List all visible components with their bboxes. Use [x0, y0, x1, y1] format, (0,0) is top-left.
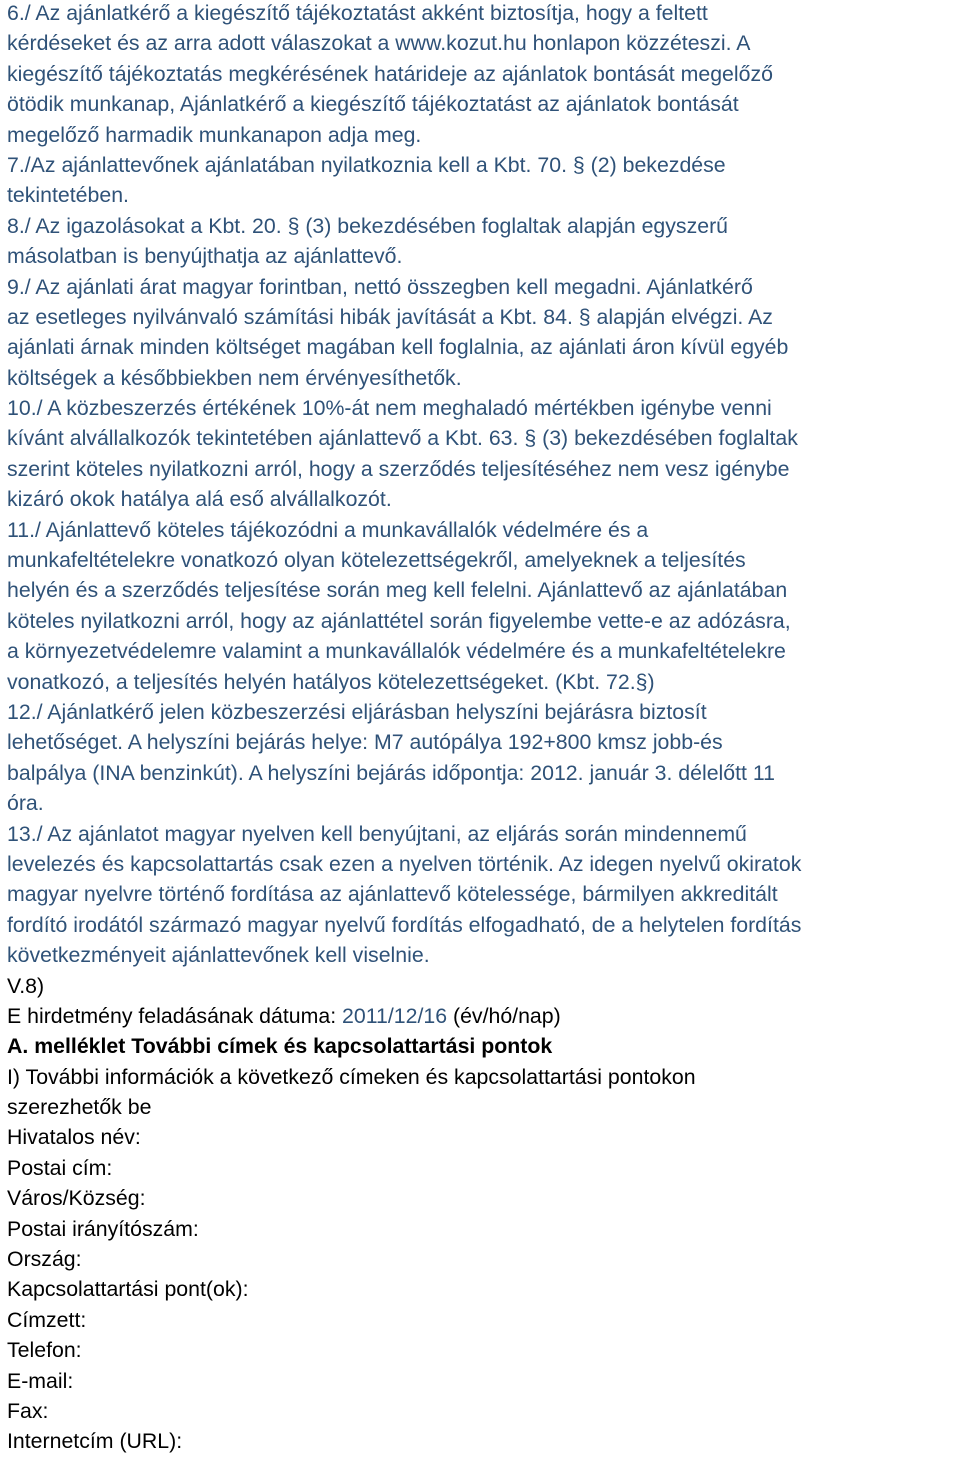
text-line: az esetleges nyilvánvaló számítási hibák javítását a Kbt. 84. § alapján elvégzi. Az: [7, 304, 773, 329]
text-line: a környezetvédelemre valamint a munkavállalók védelmére és a munkafeltételekre: [7, 639, 786, 664]
annex-title: A. melléklet További címek és kapcsolattartási pontok: [7, 1034, 553, 1059]
text-line: magyar nyelvre történő fordítása az ajánlattevő kötelessége, bármilyen akkreditált: [7, 882, 778, 907]
field-internet-address: Internetcím (URL):: [7, 1429, 183, 1454]
text-line: kérdéseket és az arra adott válaszokat a www.kozut.hu honlapon közzéteszi. A: [7, 31, 751, 56]
text-line: 7./Az ajánlattevőnek ajánlatában nyilatkoznia kell a Kbt. 70. § (2) bekezdése: [7, 152, 726, 177]
annex-block: [7, 971, 954, 1457]
text-line: 10./ A közbeszerzés értékének 10%-át nem meghaladó mértékben igénybe venni: [7, 396, 772, 421]
text-line: 9./ Az ajánlati árat magyar forintban, nettó összegben kell megadni. Ajánlatkérő: [7, 274, 753, 299]
text-line: balpálya (INA benzinkút). A helyszíni bejárás időpontja: 2012. január 3. délelőtt 11: [7, 760, 775, 785]
text-line: 11./ Ajánlattevő köteles tájékozódni a munkavállalók védelmére és a: [7, 517, 649, 542]
text-line: kizáró okok hatálya alá eső alvállalkozót.: [7, 487, 392, 512]
text-line: köteles nyilatkozni arról, hogy az ajánlattétel során figyelembe vette-e az adózásra,: [7, 608, 791, 633]
field-telephone: Telefon:: [7, 1338, 82, 1363]
text-line: szerint köteles nyilatkozni arról, hogy a szerződés teljesítéséhez nem vesz igénybe: [7, 456, 790, 481]
field-contact-points: Kapcsolattartási pont(ok):: [7, 1277, 249, 1302]
field-country: Ország:: [7, 1247, 82, 1272]
text-line: másolatban is benyújthatja az ajánlattevő.: [7, 244, 403, 269]
section-label: V.8): [7, 973, 45, 998]
text-line: 6./ Az ajánlatkérő a kiegészítő tájékoztatást akként biztosítja, hogy a feltett: [7, 1, 708, 25]
annex-intro-line: szerezhetők be: [7, 1095, 152, 1120]
text-line: helyén és a szerződés teljesítése során meg kell felelni. Ajánlattevő az ajánlatában: [7, 578, 788, 603]
text-line: vonatkozó, a teljesítés helyén hatályos kötelezettségeket. (Kbt. 72.§): [7, 669, 655, 694]
text-line: 12./ Ajánlatkérő jelen közbeszerzési eljárásban helyszíni bejárásra biztosít: [7, 699, 707, 724]
field-postal-code: Postai irányítószám:: [7, 1216, 199, 1241]
text-line: fordító irodától származó magyar nyelvű fordítás elfogadható, de a helytelen fordítás: [7, 912, 802, 937]
text-line: kiegészítő tájékoztatás megkérésének határideje az ajánlatok bontását megelőző: [7, 61, 773, 86]
field-email: E-mail:: [7, 1368, 74, 1393]
annex-intro-line: I) További információk a következő címeken és kapcsolattartási pontokon: [7, 1064, 696, 1089]
field-official-name: Hivatalos név:: [7, 1125, 141, 1150]
text-line: ajánlati árnak minden költséget magában kell foglalnia, az ajánlati áron kívül egyéb: [7, 335, 789, 360]
text-line: munkafeltételekre vonatkozó olyan kötelezettségekről, amelyeknek a teljesítés: [7, 548, 746, 573]
text-line: 8./ Az igazolásokat a Kbt. 20. § (3) bekezdésében foglaltak alapján egyszerű: [7, 213, 729, 238]
dispatch-date-line: [7, 1001, 954, 1031]
dispatch-label: E hirdetmény feladásának dátuma:: [7, 1003, 337, 1028]
text-line: levelezés és kapcsolattartás csak ezen a nyelven történik. Az idegen nyelvű okiratok: [7, 851, 802, 876]
field-attention: Címzett:: [7, 1307, 87, 1332]
text-line: költségek a későbbiekben nem érvényesíthetők.: [7, 365, 462, 390]
text-line: 13./ Az ajánlatot magyar nyelven kell benyújtani, az eljárás során mindennemű: [7, 821, 747, 846]
text-line: kívánt alvállalkozók tekintetében ajánlattevő a Kbt. 63. § (3) bekezdésében foglaltak: [7, 426, 798, 451]
field-town: Város/Község:: [7, 1186, 146, 1211]
text-line: óra.: [7, 791, 44, 816]
text-line: tekintetében.: [7, 183, 129, 208]
dispatch-date-format: (év/hó/nap): [452, 1003, 561, 1028]
text-line: következményeit ajánlattevőnek kell viselnie.: [7, 943, 430, 968]
text-line: megelőző harmadik munkanapon adja meg.: [7, 122, 422, 147]
text-line: ötödik munkanap, Ajánlatkérő a kiegészítő tájékoztatást az ajánlatok bontását: [7, 92, 739, 117]
additional-info-block: [7, 0, 954, 971]
dispatch-date-value: 2011/12/16: [342, 1003, 448, 1028]
field-postal-address: Postai cím:: [7, 1155, 113, 1180]
field-fax: Fax:: [7, 1398, 49, 1423]
text-line: lehetőséget. A helyszíni bejárás helye: M7 autópálya 192+800 kmsz jobb-és: [7, 730, 723, 755]
